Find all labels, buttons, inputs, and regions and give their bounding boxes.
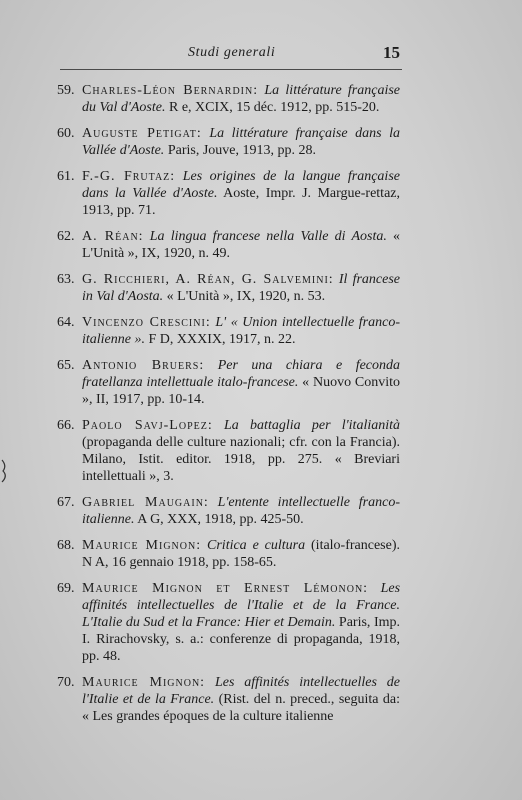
entry-author: F.-G. Frutaz: xyxy=(82,169,176,184)
entry-title: Les affinités intellectuelles de l'Italie et de la France. xyxy=(82,675,400,707)
entry-details: A G, XXX, 1918, pp. 425-50. xyxy=(134,512,304,527)
entry-author: Charles-Léon Bernardin: xyxy=(82,83,259,98)
running-head: Studi generali xyxy=(188,45,276,60)
bibliography-entry xyxy=(57,228,401,262)
entry-title: Les affinités intellectuelles de l'Italie et de la France. L'Italie du Sud et la France: Hier et Demain. xyxy=(82,581,401,630)
entry-title: L'entente intellectuelle franco-italienne. xyxy=(82,495,401,527)
bibliography-entry xyxy=(57,580,401,665)
entry-details: (Rist. del n. preced., seguita da: « Les grandes époques de la culture italienne xyxy=(82,692,400,724)
entry-title: Per una chiara e feconda fratellanza intellettuale italo-francese. xyxy=(82,358,401,390)
entry-number: 69. xyxy=(57,581,75,596)
entry-author: G. Ricchieri, A. Réan, G. Salvemini: xyxy=(82,272,334,287)
entry-author: Gabriel Maugain: xyxy=(82,495,209,510)
entry-author: Vincenzo Crescini: xyxy=(82,315,211,330)
entry-title: La battaglia per l'italianità xyxy=(224,418,401,433)
bibliography-entry xyxy=(57,357,401,408)
bibliography-entry xyxy=(57,417,401,485)
entry-details: F D, XXXIX, 1917, n. 22. xyxy=(145,332,296,347)
bibliography-entry xyxy=(57,537,401,571)
entry-author: Paolo Savj-Lopez: xyxy=(82,418,213,433)
entry-number: 59. xyxy=(57,83,75,98)
entry-author: Maurice Mignon: xyxy=(82,538,202,553)
entry-number: 66. xyxy=(57,418,75,433)
bibliography-entry xyxy=(57,168,400,219)
entry-number: 70. xyxy=(57,675,75,690)
entry-details: (italo-francese). N A, 16 gennaio 1918, pp. 158-65. xyxy=(82,538,401,570)
entry-author: Antonio Bruers: xyxy=(82,358,205,373)
bibliography-entry xyxy=(57,674,400,725)
entry-title: La littérature française du Val d'Aoste. xyxy=(82,83,401,115)
entry-title: La lingua francese nella Valle di Aosta. xyxy=(149,229,387,244)
entry-number: 68. xyxy=(57,538,75,553)
margin-mark-icon xyxy=(0,458,10,484)
entry-author: A. Réan: xyxy=(82,229,144,244)
entry-title: L' « Union intellectuelle franco-italienne ». xyxy=(82,315,401,347)
entry-details: « Nuovo Convito », II, 1917, pp. 10-14. xyxy=(82,375,400,407)
entry-number: 63. xyxy=(57,272,75,287)
entry-details: Paris, Jouve, 1913, pp. 28. xyxy=(164,143,316,158)
bibliography-entry xyxy=(57,125,400,159)
entry-author: Auguste Petigat: xyxy=(82,126,202,141)
entry-details: « L'Unità », IX, 1920, n. 49. xyxy=(82,229,401,261)
header-rule xyxy=(60,69,402,70)
bibliography-entry xyxy=(57,271,400,305)
bibliography-list xyxy=(57,82,401,725)
entry-title: Les origines de la langue française dans la Vallée d'Aoste. xyxy=(82,169,400,201)
entry-number: 60. xyxy=(57,126,75,141)
entry-details: Paris, Imp. I. Rirachovsky, s. a.: conferenze di propaganda, 1918, pp. 48. xyxy=(82,615,400,664)
entry-details: « L'Unità », IX, 1920, n. 53. xyxy=(163,289,326,304)
entry-number: 62. xyxy=(57,229,75,244)
bibliography-entry xyxy=(57,82,401,116)
entry-number: 64. xyxy=(57,315,75,330)
page-number: 15 xyxy=(383,43,400,62)
entry-details: Aoste, Impr. J. Margue-rettaz, 1913, pp. 71. xyxy=(82,186,400,218)
bibliography-entry xyxy=(57,314,401,348)
bibliography-entry xyxy=(57,494,401,528)
entry-title: Critica e cultura xyxy=(207,538,306,553)
entry-number: 67. xyxy=(57,495,75,510)
page-header xyxy=(60,44,400,68)
entry-author: Maurice Mignon: xyxy=(82,675,206,690)
entry-author: Maurice Mignon et Ernest Lémonon: xyxy=(82,581,369,596)
entry-details: (propaganda delle culture nazionali; cfr. con la Francia). Milano, Istit. editor. 1918, pp. 275. « Breviari intellettuali », 3. xyxy=(82,435,400,484)
entry-title: La littérature française dans la Vallée d'Aoste. xyxy=(82,126,400,158)
entry-number: 61. xyxy=(57,169,75,184)
entry-title: Il francese in Val d'Aosta. xyxy=(82,272,400,304)
entry-details: R e, XCIX, 15 déc. 1912, pp. 515-20. xyxy=(165,100,380,115)
entry-number: 65. xyxy=(57,358,75,373)
